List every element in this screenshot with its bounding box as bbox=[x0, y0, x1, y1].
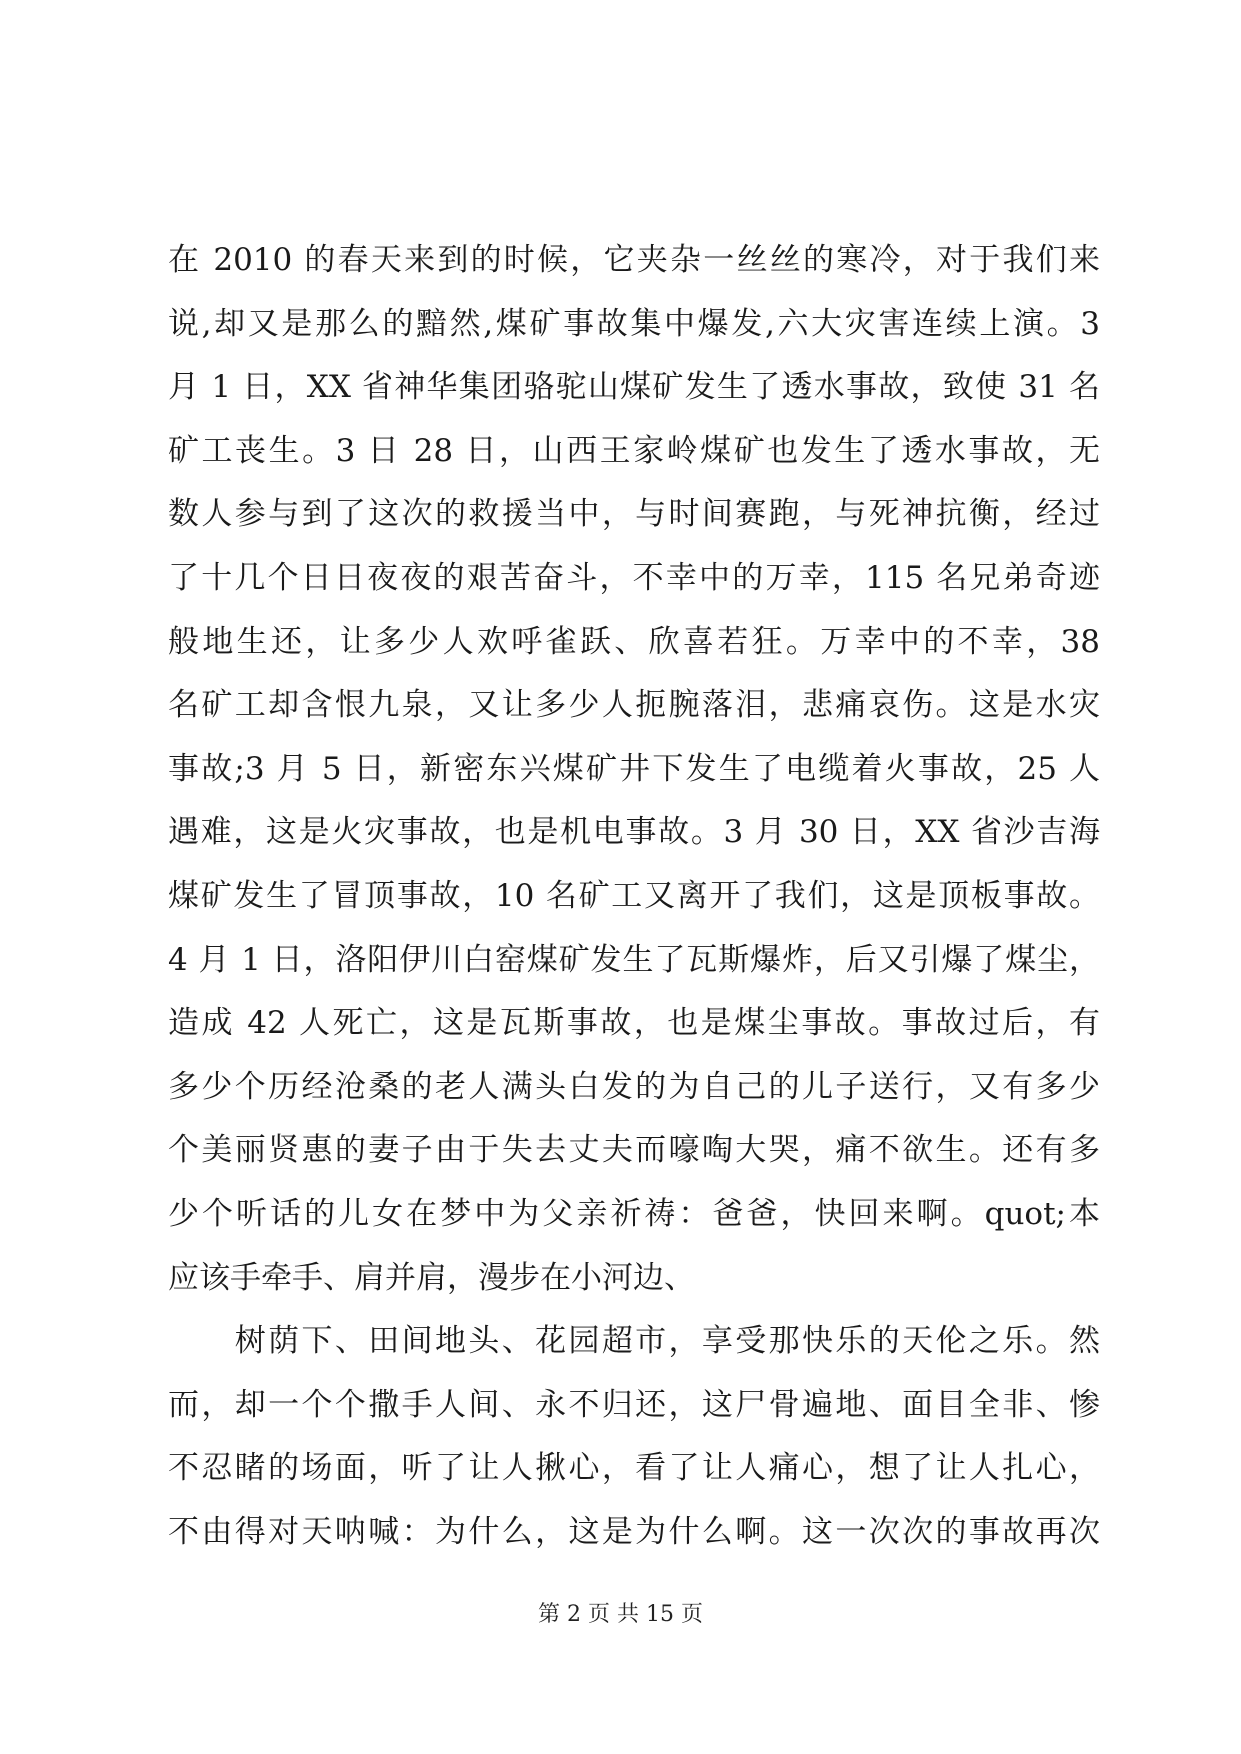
text-line-5: 数人参与到了这次的救援当中，与时间赛跑，与死神抗衡，经过 bbox=[168, 496, 1100, 533]
text-line-21: 不由得对天呐喊：为什么，这是为什么啊。这一次次的事故再次 bbox=[168, 1513, 1100, 1550]
text-line-3: 月 1 日，XX 省神华集团骆驼山煤矿发生了透水事故，致使 31 名 bbox=[168, 369, 1100, 406]
text-line-17: 应该手牵手、肩并肩，漫步在小河边、 bbox=[168, 1259, 695, 1296]
text-line-20: 不忍睹的场面，听了让人揪心，看了让人痛心，想了让人扎心， bbox=[168, 1450, 1100, 1487]
text-line-10: 遇难，这是火灾事故，也是机电事故。3 月 30 日，XX 省沙吉海 bbox=[168, 814, 1100, 851]
text-line-9: 事故;3 月 5 日，新密东兴煤矿井下发生了电缆着火事故，25 人 bbox=[168, 750, 1100, 787]
text-line-14: 多少个历经沧桑的老人满头白发的为自己的儿子送行，又有多少 bbox=[168, 1068, 1100, 1105]
text-line-6: 了十几个日日夜夜的艰苦奋斗，不幸中的万幸，115 名兄弟奇迹 bbox=[168, 559, 1100, 596]
page-footer bbox=[0, 1600, 1241, 1630]
text-line-15: 个美丽贤惠的妻子由于失去丈夫而嚎啕大哭，痛不欲生。还有多 bbox=[168, 1132, 1100, 1169]
text-line-4: 矿工丧生。3 日 28 日，山西王家岭煤矿也发生了透水事故，无 bbox=[168, 432, 1100, 469]
text-line-16: 少个听话的儿女在梦中为父亲祈祷：爸爸，快回来啊。quot;本 bbox=[168, 1195, 1100, 1232]
text-line-1: 在 2010 的春天来到的时候，它夹杂一丝丝的寒冷，对于我们来 bbox=[168, 242, 1100, 278]
page-number: 第 2 页 共 15 页 bbox=[538, 1602, 703, 1627]
text-line-8: 名矿工却含恨九泉，又让多少人扼腕落泪，悲痛哀伤。这是水灾 bbox=[168, 687, 1100, 724]
text-line-18: 树荫下、田间地头、花园超市，享受那快乐的天伦之乐。然 bbox=[168, 1323, 1100, 1360]
text-line-11: 煤矿发生了冒顶事故，10 名矿工又离开了我们，这是顶板事故。 bbox=[168, 877, 1100, 914]
text-line-19: 而，却一个个撒手人间、永不归还，这尸骨遍地、面目全非、惨 bbox=[168, 1386, 1100, 1423]
text-line-7: 般地生还，让多少人欢呼雀跃、欣喜若狂。万幸中的不幸，38 bbox=[168, 623, 1100, 660]
document-body bbox=[168, 229, 1100, 1564]
text-line-13: 造成 42 人死亡，这是瓦斯事故，也是煤尘事故。事故过后，有 bbox=[168, 1005, 1100, 1042]
text-line-2: 说,却又是那么的黯然,煤矿事故集中爆发,六大灾害连续上演。3 bbox=[168, 305, 1100, 342]
text-line-12: 4 月 1 日，洛阳伊川白窑煤矿发生了瓦斯爆炸，后又引爆了煤尘， bbox=[168, 941, 1100, 978]
